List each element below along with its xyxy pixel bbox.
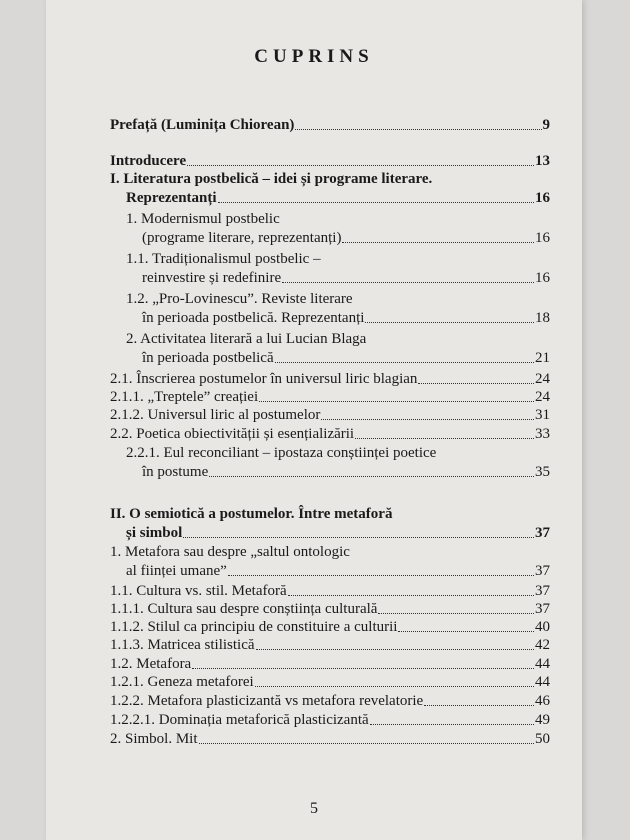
dot-leader (255, 686, 534, 687)
toc-page-number: 40 (535, 619, 550, 635)
dot-leader (365, 322, 534, 323)
dot-leader (275, 362, 534, 363)
toc-entry-title: 1.2.1. Geneza metaforei (110, 674, 254, 690)
dot-leader (187, 165, 534, 166)
toc-page-number: 24 (535, 389, 550, 405)
dot-leader (228, 575, 534, 576)
dot-leader (378, 613, 534, 614)
toc-entry-title-line: I. Literatura postbelică – idei și programe literare. (110, 171, 433, 187)
toc-entry-title: în perioada postbelică (142, 350, 274, 366)
toc-entry-title-line: 1. Modernismul postbelic (126, 211, 280, 227)
toc-page-number: 16 (535, 270, 550, 286)
toc-page-number: 31 (535, 407, 550, 423)
toc-page-number: 13 (535, 153, 550, 169)
toc-entry-title: 2.1.1. „Treptele” creației (110, 389, 259, 405)
toc-entry-title-line: II. O semiotică a postumelor. Între metaforă (110, 506, 393, 522)
book-page (46, 0, 582, 840)
dot-leader (183, 537, 534, 538)
toc-page-number: 49 (535, 712, 550, 728)
toc-entry-title: și simbol (126, 525, 183, 541)
dot-leader (424, 705, 534, 706)
toc-page-number: 33 (535, 426, 550, 442)
toc-entry-title: 1.2. Metafora (110, 656, 192, 672)
dot-leader (256, 649, 534, 650)
toc-page-number: 44 (535, 674, 550, 690)
toc-page-number: 9 (542, 117, 550, 133)
toc-page-number: 37 (535, 601, 550, 617)
dot-leader (218, 202, 534, 203)
dot-leader (418, 383, 534, 384)
toc-entry-title: 2.2. Poetica obiectivității și esențializării (110, 426, 355, 442)
toc-page-number: 46 (535, 693, 550, 709)
toc-entry-title: 2.1. Înscrierea postumelor în universul liric blagian (110, 371, 418, 387)
toc-entry-title-line: 2.2.1. Eul reconciliant – ipostaza conștiinței poetice (126, 445, 437, 461)
toc-entry-title-line: 1.1. Tradiționalismul postbelic – (126, 251, 321, 267)
dot-leader (342, 242, 534, 243)
toc-entry-title: reinvestire și redefinire (142, 270, 282, 286)
toc-page-number: 50 (535, 731, 550, 747)
dot-leader (259, 401, 534, 402)
toc-entry-title: Reprezentanți (126, 190, 217, 206)
dot-leader (288, 595, 534, 596)
toc-page-number: 37 (535, 525, 550, 541)
toc-page-number: 18 (535, 310, 550, 326)
toc-entry-title: în postume (142, 464, 209, 480)
dot-leader (398, 631, 534, 632)
toc-entry-title: (programe literare, reprezentanți) (142, 230, 342, 246)
toc-entry-title: 2. Simbol. Mit (110, 731, 198, 747)
page-number: 5 (310, 800, 318, 817)
toc-entry-title-line: 1.2. „Pro-Lovinescu”. Reviste literare (126, 291, 353, 307)
dot-leader (192, 668, 534, 669)
toc-page-number: 35 (535, 464, 550, 480)
toc-entry-title: Prefață (Luminița Chiorean) (110, 117, 295, 133)
toc-page-number: 37 (535, 563, 550, 579)
toc-entry-title: 1.2.2.1. Dominația metaforică plasticizantă (110, 712, 369, 728)
toc-page-number: 16 (535, 230, 550, 246)
dot-leader (295, 129, 541, 130)
dot-leader (209, 476, 534, 477)
toc-page-number: 44 (535, 656, 550, 672)
dot-leader (321, 419, 534, 420)
dot-leader (199, 743, 534, 744)
toc-page-number: 16 (535, 190, 550, 206)
toc-entry-title: 2.1.2. Universul liric al postumelor (110, 407, 321, 423)
toc-entry-title: 1.2.2. Metafora plasticizantă vs metafora revelatorie (110, 693, 424, 709)
toc-entry-title: 1.1.1. Cultura sau despre conștiința culturală (110, 601, 378, 617)
dot-leader (355, 438, 534, 439)
toc-entry-title: 1.1.2. Stilul ca principiu de constituire a culturii (110, 619, 398, 635)
toc-page-number: 37 (535, 583, 550, 599)
dot-leader (282, 282, 534, 283)
toc-entry-title: al ființei umane” (126, 563, 227, 579)
toc-page-number: 21 (535, 350, 550, 366)
page-title: CUPRINS (254, 46, 374, 67)
toc-entry-title-line: 2. Activitatea literară a lui Lucian Blaga (126, 331, 367, 347)
toc-entry-title: Introducere (110, 153, 187, 169)
toc-entry-title-line: 1. Metafora sau despre „saltul ontologic (110, 544, 350, 560)
toc-entry-title: 1.1.3. Matricea stilistică (110, 637, 255, 653)
dot-leader (370, 724, 534, 725)
toc-page-number: 42 (535, 637, 550, 653)
toc-entry-title: 1.1. Cultura vs. stil. Metaforă (110, 583, 287, 599)
toc-page-number: 24 (535, 371, 550, 387)
toc-entry-title: în perioada postbelică. Reprezentanți (142, 310, 365, 326)
